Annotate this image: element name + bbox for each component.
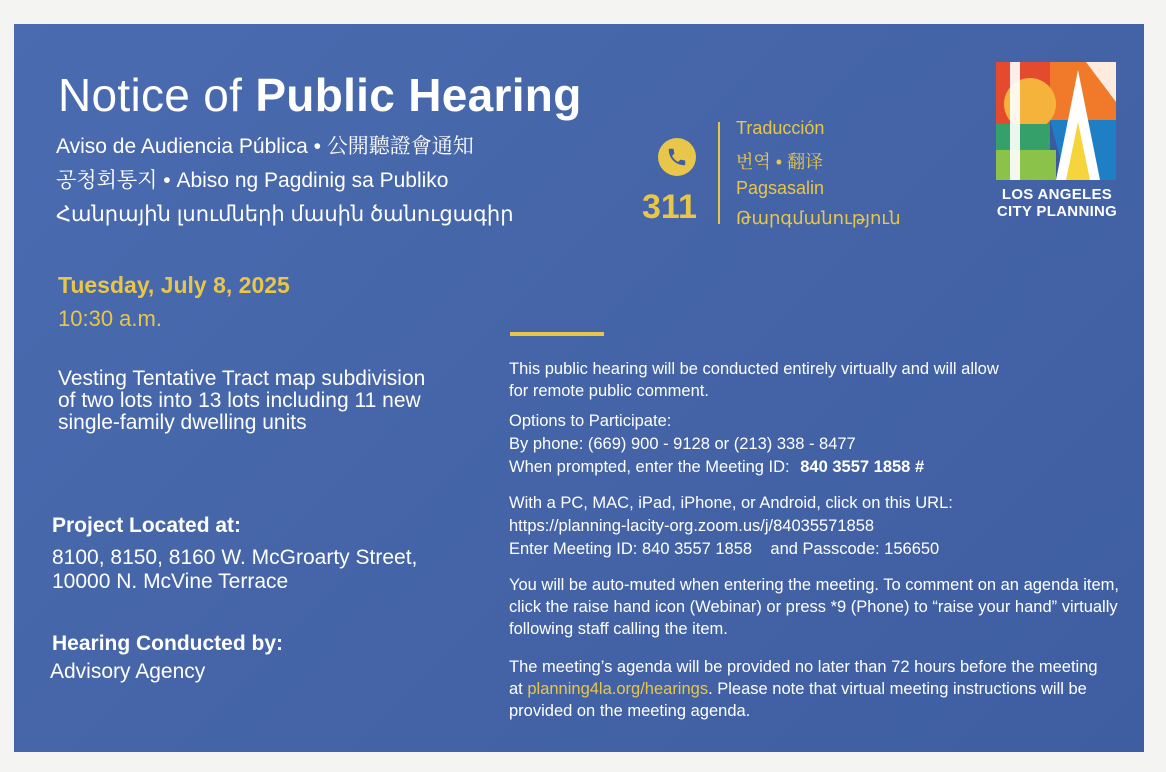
accent-bar: [510, 332, 604, 336]
language-ko-zh: 번역 • 翻译: [736, 152, 824, 172]
phone-icon: [658, 138, 696, 176]
project-address-line-2: 10000 N. McVine Terrace: [52, 570, 289, 593]
translation-line-1: Aviso de Audiencia Pública • 公開聽證會通知: [56, 135, 474, 158]
project-address-line-1: 8100, 8150, 8160 W. McGroarty Street,: [52, 546, 418, 569]
hearing-notice-card: [14, 24, 1144, 752]
hearing-time: 10:30 a.m.: [58, 306, 162, 331]
meeting-passcode: Enter Meeting ID: 840 3557 1858 and Passcode: 156650: [509, 540, 940, 558]
project-location-heading: Project Located at:: [52, 514, 242, 537]
meeting-id: 840 3557 1858 #: [800, 458, 925, 476]
language-hy: Թարգմանություն: [736, 208, 901, 228]
virtual-intro: This public hearing will be conducted entirely virtually and will allow for remote public comment.: [509, 360, 999, 400]
conducted-by-heading: Hearing Conducted by:: [52, 632, 284, 655]
agenda-note: The meeting’s agenda will be provided no later than 72 hours before the meeting at planning4la.org/hearings. Please note that virtual meeting instructions will be provided on the meeting agenda.: [509, 658, 1098, 720]
translation-line-3: Հանրային լսումների մասին ծանուցագիր: [56, 203, 514, 226]
translation-phone-number: 311: [642, 188, 697, 226]
zoom-url[interactable]: https://planning-lacity-org.zoom.us/j/84035571858: [509, 517, 875, 535]
pc-instructions: With a PC, MAC, iPad, iPhone, or Android, click on this URL:: [509, 494, 953, 512]
conducted-by-value: Advisory Agency: [50, 660, 206, 683]
hearings-link[interactable]: planning4la.org/hearings: [527, 680, 709, 698]
notice-title-bold: Public Hearing: [255, 69, 582, 121]
translation-line-2: 공청회통지 • Abiso ng Pagdinig sa Publiko: [56, 169, 449, 192]
hearing-date: Tuesday, July 8, 2025: [58, 272, 290, 298]
phone-numbers: By phone: (669) 900 - 9128 or (213) 338 - 8477: [509, 435, 856, 453]
divider-line: [718, 122, 720, 224]
language-es: Traducción: [736, 118, 825, 138]
auto-mute-note: You will be auto-muted when entering the meeting. To comment on an agenda item, click the raise hand icon (Webinar) or press *9 (Phone) to “raise your hand” virtually following staff calling the item.: [509, 576, 1119, 638]
options-heading: Options to Participate:: [509, 412, 672, 430]
language-tl: Pagsasalin: [736, 178, 825, 198]
logo-text: LOS ANGELES CITY PLANNING: [996, 186, 1118, 220]
project-description: Vesting Tentative Tract map subdivision of two lots into 13 lots including 11 new single-family dwelling units: [58, 367, 426, 434]
la-city-planning-logo: [996, 62, 1116, 180]
notice-title: Notice of Public Hearing: [58, 69, 582, 121]
meeting-id-prompt: When prompted, enter the Meeting ID: 840 3557 1858 #: [509, 458, 925, 476]
